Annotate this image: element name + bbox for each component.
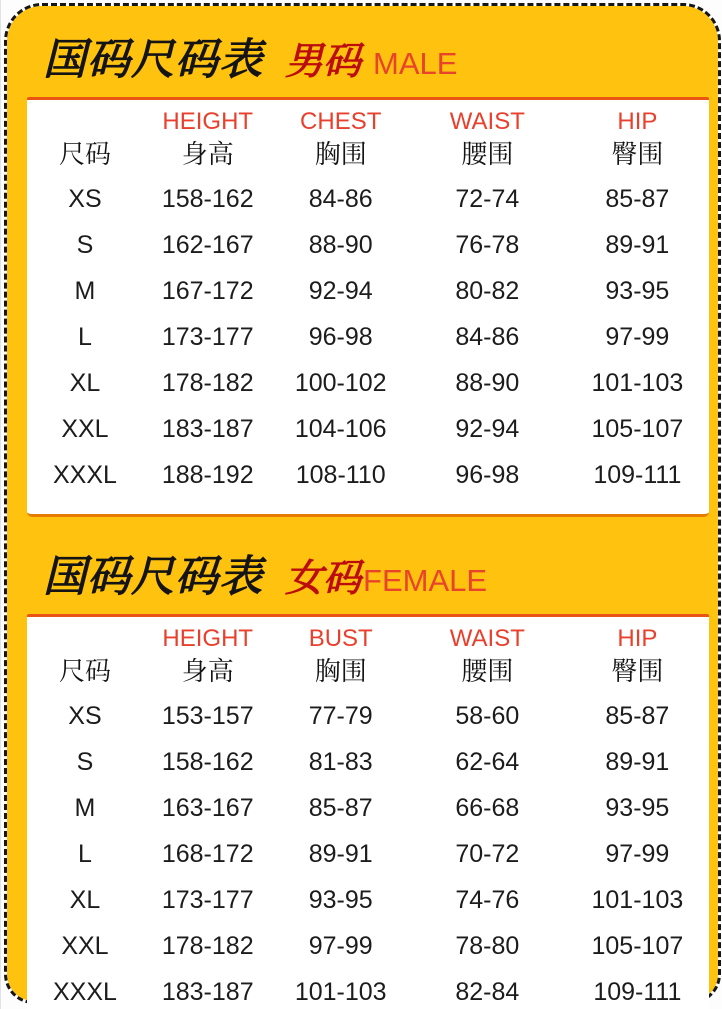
measurement-cell: 173-177 — [161, 322, 254, 351]
measurement-cell: 163-167 — [161, 793, 254, 822]
measurement-cell: 101-103 — [294, 977, 387, 1006]
table-row — [27, 268, 709, 314]
measurement-cell: 66-68 — [455, 793, 520, 822]
header-cell-cn: 身高 — [181, 139, 234, 169]
measurement-cell: 178-182 — [161, 368, 254, 397]
measurement-cell: 97-99 — [605, 322, 670, 351]
measurement-cell: 77-79 — [308, 701, 373, 730]
measurement-cell: 97-99 — [308, 931, 373, 960]
size-label-cell: XXXL — [53, 460, 117, 489]
table-row — [27, 877, 709, 923]
measurement-cell: 93-95 — [605, 793, 670, 822]
table-row — [27, 406, 709, 452]
header-cell-en: WAIST — [449, 108, 525, 135]
measurement-cell: 76-78 — [455, 230, 520, 259]
measurement-cell: 97-99 — [605, 839, 670, 868]
measurement-cell: 74-76 — [455, 885, 520, 914]
table-row — [27, 452, 709, 498]
title-cn: 国码尺码表 — [43, 36, 263, 84]
measurement-cell: 62-64 — [455, 747, 520, 776]
table-row — [27, 176, 709, 222]
size-label-cell: L — [78, 322, 92, 351]
measurement-cell: 84-86 — [455, 322, 520, 351]
measurement-cell: 101-103 — [591, 885, 684, 914]
male-header-row-en — [27, 108, 709, 134]
measurement-cell: 93-95 — [308, 885, 373, 914]
table-row — [27, 739, 709, 785]
measurement-cell: 89-91 — [605, 747, 670, 776]
measurement-cell: 88-90 — [455, 368, 520, 397]
male-tag-cn: 男码 — [285, 41, 362, 83]
size-label-cell: XXL — [61, 931, 109, 960]
table-row — [27, 923, 709, 969]
measurement-cell: 173-177 — [161, 885, 254, 914]
measurement-cell: 101-103 — [591, 368, 684, 397]
table-row — [27, 969, 709, 1009]
measurement-cell: 105-107 — [591, 931, 684, 960]
size-label-cell: M — [74, 276, 96, 305]
female-table-body — [27, 693, 709, 1009]
measurement-cell: 178-182 — [161, 931, 254, 960]
size-label-cell: S — [76, 230, 94, 259]
size-label-cell: XL — [69, 368, 101, 397]
header-cell-cn: 腰围 — [461, 656, 514, 686]
table-row — [27, 785, 709, 831]
measurement-cell: 183-187 — [161, 414, 254, 443]
measurement-cell: 162-167 — [161, 230, 254, 259]
header-cell-cn: 臀围 — [611, 139, 664, 169]
table-row — [27, 222, 709, 268]
header-cell-cn: 身高 — [181, 656, 234, 686]
header-cell-cn: 尺码 — [58, 139, 111, 169]
header-cell-en: HEIGHT — [162, 108, 254, 135]
measurement-cell: 167-172 — [161, 276, 254, 305]
measurement-cell: 82-84 — [455, 977, 520, 1006]
measurement-cell: 92-94 — [455, 414, 520, 443]
measurement-cell: 108-110 — [295, 460, 386, 489]
size-label-cell: L — [78, 839, 92, 868]
header-cell-cn: 胸围 — [314, 139, 367, 169]
size-label-cell: XXL — [61, 414, 109, 443]
measurement-cell: 85-87 — [308, 793, 373, 822]
header-cell-en: WAIST — [449, 625, 525, 652]
measurement-cell: 89-91 — [605, 230, 670, 259]
header-cell-cn: 臀围 — [611, 656, 664, 686]
measurement-cell: 168-172 — [161, 839, 254, 868]
size-label-cell: M — [74, 793, 96, 822]
measurement-cell: 85-87 — [605, 701, 670, 730]
measurement-cell: 70-72 — [455, 839, 520, 868]
measurement-cell: 92-94 — [308, 276, 373, 305]
measurement-cell: 80-82 — [455, 276, 520, 305]
section-male — [7, 6, 718, 517]
header-cell-en: BUST — [308, 625, 373, 652]
table-row — [27, 360, 709, 406]
measurement-cell: 85-87 — [605, 184, 670, 213]
dashed-border-card — [4, 3, 721, 1004]
measurement-cell: 96-98 — [308, 322, 373, 351]
measurement-cell: 96-98 — [455, 460, 520, 489]
measurement-cell: 188-192 — [161, 460, 254, 489]
size-label-cell: XXXL — [53, 977, 117, 1006]
title-cn: 国码尺码表 — [43, 553, 263, 601]
measurement-cell: 109-111 — [593, 977, 682, 1006]
header-cell-cn: 胸围 — [314, 656, 367, 686]
measurement-cell: 88-90 — [308, 230, 373, 259]
measurement-cell: 158-162 — [161, 184, 254, 213]
size-label-cell: XS — [68, 701, 102, 730]
header-cell-cn: 腰围 — [461, 139, 514, 169]
female-header-row-en — [27, 625, 709, 651]
measurement-cell: 109-111 — [593, 460, 682, 489]
table-row — [27, 693, 709, 739]
male-tag-en: MALE — [373, 46, 458, 81]
measurement-cell: 105-107 — [591, 414, 684, 443]
measurement-cell: 93-95 — [605, 276, 670, 305]
male-size-table — [27, 97, 709, 517]
measurement-cell: 84-86 — [308, 184, 373, 213]
table-row — [27, 831, 709, 877]
female-tag-cn: 女码 — [285, 558, 362, 600]
section-female — [7, 517, 718, 1009]
female-section-title — [7, 517, 718, 614]
measurement-cell: 78-80 — [455, 931, 520, 960]
table-row — [27, 314, 709, 360]
size-label-cell: S — [76, 747, 94, 776]
size-label-cell: XL — [69, 885, 101, 914]
measurement-cell: 100-102 — [294, 368, 387, 397]
male-header-row-cn — [27, 134, 709, 168]
measurement-cell: 158-162 — [161, 747, 254, 776]
female-tag-en: FEMALE — [363, 563, 488, 598]
size-label-cell: XS — [68, 184, 102, 213]
header-cell-en: HEIGHT — [162, 625, 254, 652]
header-cell-en: HIP — [617, 108, 658, 135]
measurement-cell: 183-187 — [161, 977, 254, 1006]
measurement-cell: 58-60 — [455, 701, 520, 730]
header-cell-en: CHEST — [300, 108, 382, 135]
measurement-cell: 104-106 — [294, 414, 387, 443]
measurement-cell: 72-74 — [455, 184, 520, 213]
header-cell-en: HIP — [617, 625, 658, 652]
female-header-row-cn — [27, 651, 709, 685]
female-size-table — [27, 614, 709, 1009]
male-table-body — [27, 176, 709, 498]
measurement-cell: 153-157 — [161, 701, 254, 730]
header-cell-cn: 尺码 — [58, 656, 111, 686]
measurement-cell: 81-83 — [308, 747, 373, 776]
measurement-cell: 89-91 — [308, 839, 373, 868]
male-section-title — [7, 6, 718, 97]
